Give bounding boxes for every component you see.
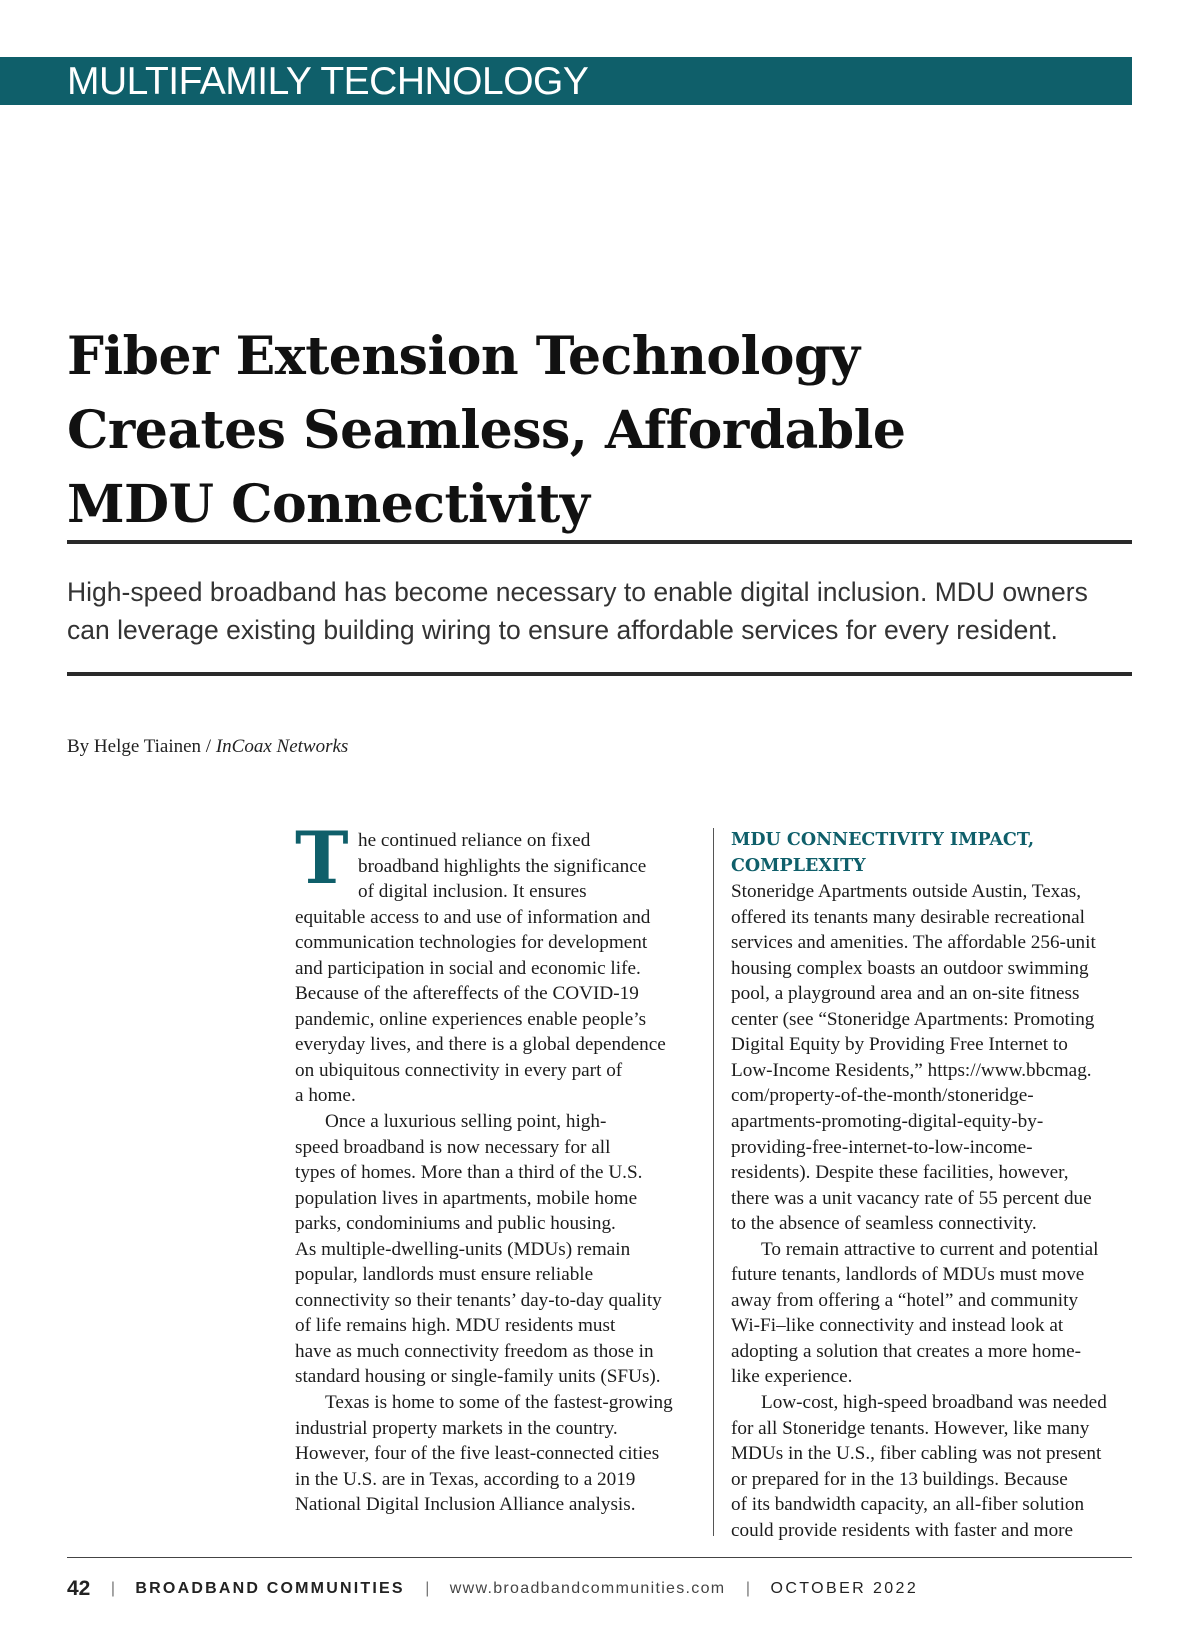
title-line: MDU Connectivity	[67, 474, 590, 535]
body-line: a home.	[295, 1085, 356, 1107]
body-line: com/property-of-the-month/stoneridge-	[731, 1085, 1034, 1107]
body-line: broadband highlights the significance	[358, 855, 647, 877]
body-line: population lives in apartments, mobile home	[295, 1187, 638, 1209]
body-line: standard housing or single-family units (SFUs).	[295, 1366, 661, 1388]
section-subhead: COMPLEXITY	[731, 855, 866, 876]
title-line: Fiber Extension Technology	[67, 326, 860, 387]
section-subhead: MDU CONNECTIVITY IMPACT,	[731, 830, 1035, 850]
body-line: offered its tenants many desirable recreational	[731, 906, 1085, 928]
body-line: As multiple-dwelling-units (MDUs) remain	[295, 1238, 631, 1260]
body-line: like experience.	[731, 1366, 853, 1388]
body-line: pandemic, online experiences enable people’s	[295, 1008, 647, 1030]
title-divider	[67, 540, 1132, 544]
deck-divider	[67, 672, 1132, 676]
body-line: Once a luxurious selling point, high-	[325, 1111, 607, 1133]
body-line: communication technologies for development	[295, 932, 648, 954]
body-line: speed broadband is now necessary for all	[295, 1136, 611, 1158]
article-deck	[67, 573, 1137, 649]
publication-url: www.broadbandcommunities.com	[449, 1580, 726, 1597]
body-line: To remain attractive to current and potential	[761, 1238, 1099, 1260]
right-column	[731, 828, 1131, 1543]
title-line: Creates Seamless, Affordable	[67, 400, 906, 461]
body-line: popular, landlords must ensure reliable	[295, 1264, 594, 1286]
body-line: he continued reliance on fixed	[358, 830, 591, 851]
body-line: Texas is home to some of the fastest-growing	[325, 1392, 673, 1414]
body-line: types of homes. More than a third of the U.S.	[295, 1162, 643, 1184]
body-line: Low-cost, high-speed broadband was needed	[761, 1392, 1107, 1414]
dropcap: T	[295, 815, 349, 900]
body-line: have as much connectivity freedom as those in	[295, 1340, 654, 1362]
body-line: Stoneridge Apartments outside Austin, Texas,	[731, 881, 1082, 903]
footer-divider	[67, 1557, 1132, 1558]
article-title	[67, 320, 1127, 542]
body-line: housing complex boasts an outdoor swimming	[731, 957, 1089, 979]
footer-separator: |	[110, 1580, 115, 1597]
body-line: However, four of the five least-connected cities	[295, 1443, 660, 1465]
body-line: Because of the aftereffects of the COVID-19	[295, 983, 639, 1005]
body-line: industrial property markets in the country.	[295, 1417, 618, 1439]
body-line: apartments-promoting-digital-equity-by-	[731, 1111, 1044, 1133]
body-line: or prepared for in the 13 buildings. Because	[731, 1468, 1068, 1490]
body-line: equitable access to and use of information and	[295, 906, 651, 928]
left-column	[295, 815, 695, 1518]
section-label: MULTIFAMILY TECHNOLOGY	[67, 60, 589, 103]
body-line: in the U.S. are in Texas, according to a 2019	[295, 1468, 636, 1490]
body-line: adopting a solution that creates a more home-	[731, 1340, 1082, 1362]
body-line: connectivity so their tenants’ day-to-day quality	[295, 1289, 662, 1311]
footer-separator: |	[745, 1580, 751, 1597]
body-line: Wi-Fi–like connectivity and instead look at	[731, 1315, 1064, 1337]
body-line: there was a unit vacancy rate of 55 percent due	[731, 1187, 1092, 1209]
body-line: of life remains high. MDU residents must	[295, 1315, 616, 1337]
byline-company: InCoax Networks	[215, 736, 349, 757]
body-line: future tenants, landlords of MDUs must move	[731, 1264, 1085, 1286]
body-line: could provide residents with faster and more	[731, 1519, 1074, 1541]
body-line: National Digital Inclusion Alliance analysis.	[295, 1494, 636, 1516]
issue-date: OCTOBER 2022	[770, 1580, 919, 1597]
body-line: to the absence of seamless connectivity.	[731, 1213, 1037, 1235]
byline-author: By Helge Tiainen /	[67, 736, 216, 757]
body-line: of its bandwidth capacity, an all-fiber solution	[731, 1494, 1085, 1516]
footer-separator: |	[425, 1580, 430, 1597]
body-line: on ubiquitous connectivity in every part of	[295, 1059, 623, 1081]
body-line: MDUs in the U.S., fiber cabling was not present	[731, 1443, 1102, 1465]
publication-name: BROADBAND COMMUNITIES	[135, 1580, 405, 1597]
body-line: residents). Despite these facilities, however,	[731, 1162, 1069, 1184]
body-line: Digital Equity by Providing Free Internet to	[731, 1034, 1068, 1056]
byline	[67, 736, 348, 758]
body-line: parks, condominiums and public housing.	[295, 1213, 616, 1235]
body-line: pool, a playground area and an on-site fitness	[731, 983, 1080, 1005]
deck-line: High-speed broadband has become necessary to enable digital inclusion. MDU owners	[67, 577, 1088, 607]
body-line: providing-free-internet-to-low-income-	[731, 1136, 1033, 1158]
body-line: everyday lives, and there is a global dependence	[295, 1034, 666, 1056]
body-line: of digital inclusion. It ensures	[358, 881, 587, 903]
body-line: away from offering a “hotel” and community	[731, 1289, 1079, 1311]
column-divider	[713, 828, 714, 1536]
body-line: Low-Income Residents,” https://www.bbcmag.	[731, 1059, 1092, 1081]
page-footer	[67, 1577, 918, 1601]
dropcap-paragraph	[295, 815, 695, 905]
body-line: for all Stoneridge tenants. However, like many	[731, 1417, 1090, 1439]
page-number: 42	[67, 1577, 91, 1600]
body-line: and participation in social and economic life.	[295, 957, 641, 979]
body-line: services and amenities. The affordable 256-unit	[731, 932, 1096, 954]
body-line: center (see “Stoneridge Apartments: Promoting	[731, 1008, 1095, 1030]
deck-line: can leverage existing building wiring to ensure affordable services for every resident.	[67, 615, 1058, 645]
